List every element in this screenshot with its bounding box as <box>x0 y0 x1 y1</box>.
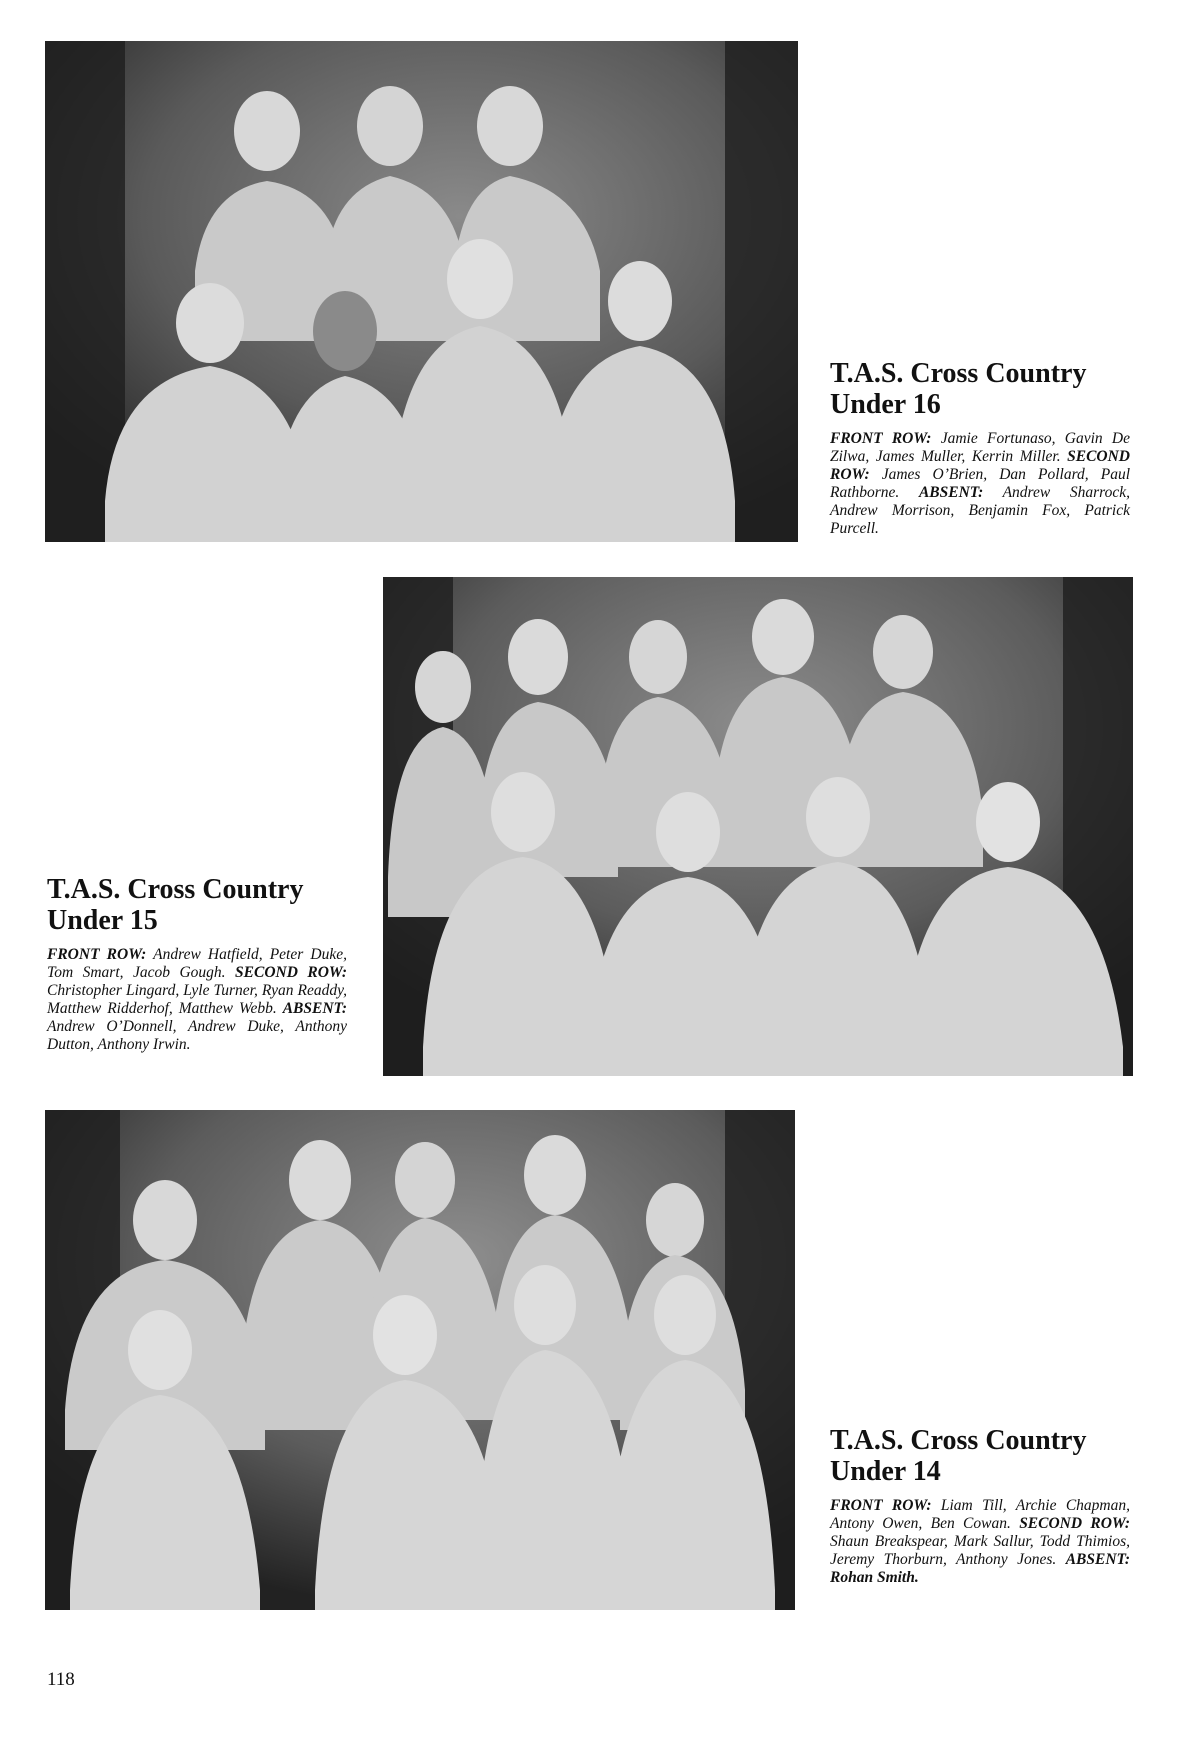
team-photo-under-16-image <box>45 41 798 542</box>
page-number: 118 <box>47 1669 75 1690</box>
absent-names: Rohan Smith. <box>830 1569 919 1586</box>
title-line-1: T.A.S. Cross Country <box>47 874 304 905</box>
caption-body <box>830 1497 1130 1587</box>
absent-label: ABSENT: <box>918 484 984 501</box>
absent-names: Andrew Sharrock, Andrew Morrison, Benjamin Fox, Patrick Purcell. <box>830 484 1130 537</box>
caption-under-14 <box>830 1425 1130 1587</box>
second-row-names: Christopher Lingard, Lyle Turner, Ryan Readdy, Matthew Ridderhof, Matthew Webb. <box>47 982 347 1017</box>
team-photo-under-16 <box>45 41 798 542</box>
absent-label: ABSENT: <box>282 1000 347 1017</box>
caption-title <box>47 874 347 936</box>
team-photo-under-15 <box>383 577 1133 1076</box>
front-row-names: Andrew Hatfield, Peter Duke, Tom Smart, Jacob Gough. <box>47 946 347 981</box>
front-row-label: FRONT ROW: <box>47 946 147 963</box>
title-line-2: Under 15 <box>47 905 158 936</box>
second-row-names: Shaun Breakspear, Mark Sallur, Todd Thimios, Jeremy Thorburn, Anthony Jones. <box>830 1533 1130 1568</box>
absent-label: ABSENT: <box>1065 1551 1130 1568</box>
front-row-label: FRONT ROW: <box>830 1497 932 1514</box>
caption-body <box>830 430 1130 538</box>
second-row-label: SECOND ROW: <box>235 964 348 981</box>
team-photo-under-15-image <box>383 577 1133 1076</box>
caption-body <box>47 946 347 1054</box>
title-line-2: Under 16 <box>830 389 941 420</box>
title-line-1: T.A.S. Cross Country <box>830 358 1087 389</box>
front-row-names: Liam Till, Archie Chapman, Antony Owen, Ben Cowan. <box>830 1497 1130 1532</box>
front-row-names: Jamie Fortunaso, Gavin De Zilwa, James Muller, Kerrin Miller. <box>830 430 1130 465</box>
caption-under-16 <box>830 358 1130 538</box>
team-photo-under-14 <box>45 1110 795 1610</box>
title-line-1: T.A.S. Cross Country <box>830 1425 1087 1456</box>
absent-names: Andrew O’Donnell, Andrew Duke, Anthony Dutton, Anthony Irwin. <box>47 1018 347 1053</box>
caption-title <box>830 358 1130 420</box>
team-photo-under-14-image <box>45 1110 795 1610</box>
caption-under-15 <box>47 874 347 1054</box>
second-row-label: SECOND ROW: <box>830 448 1131 483</box>
front-row-label: FRONT ROW: <box>830 430 932 447</box>
caption-title <box>830 1425 1130 1487</box>
second-row-label: SECOND ROW: <box>1019 1515 1131 1532</box>
second-row-names: James O’Brien, Dan Pollard, Paul Rathborne. <box>830 466 1130 501</box>
title-line-2: Under 14 <box>830 1456 941 1487</box>
